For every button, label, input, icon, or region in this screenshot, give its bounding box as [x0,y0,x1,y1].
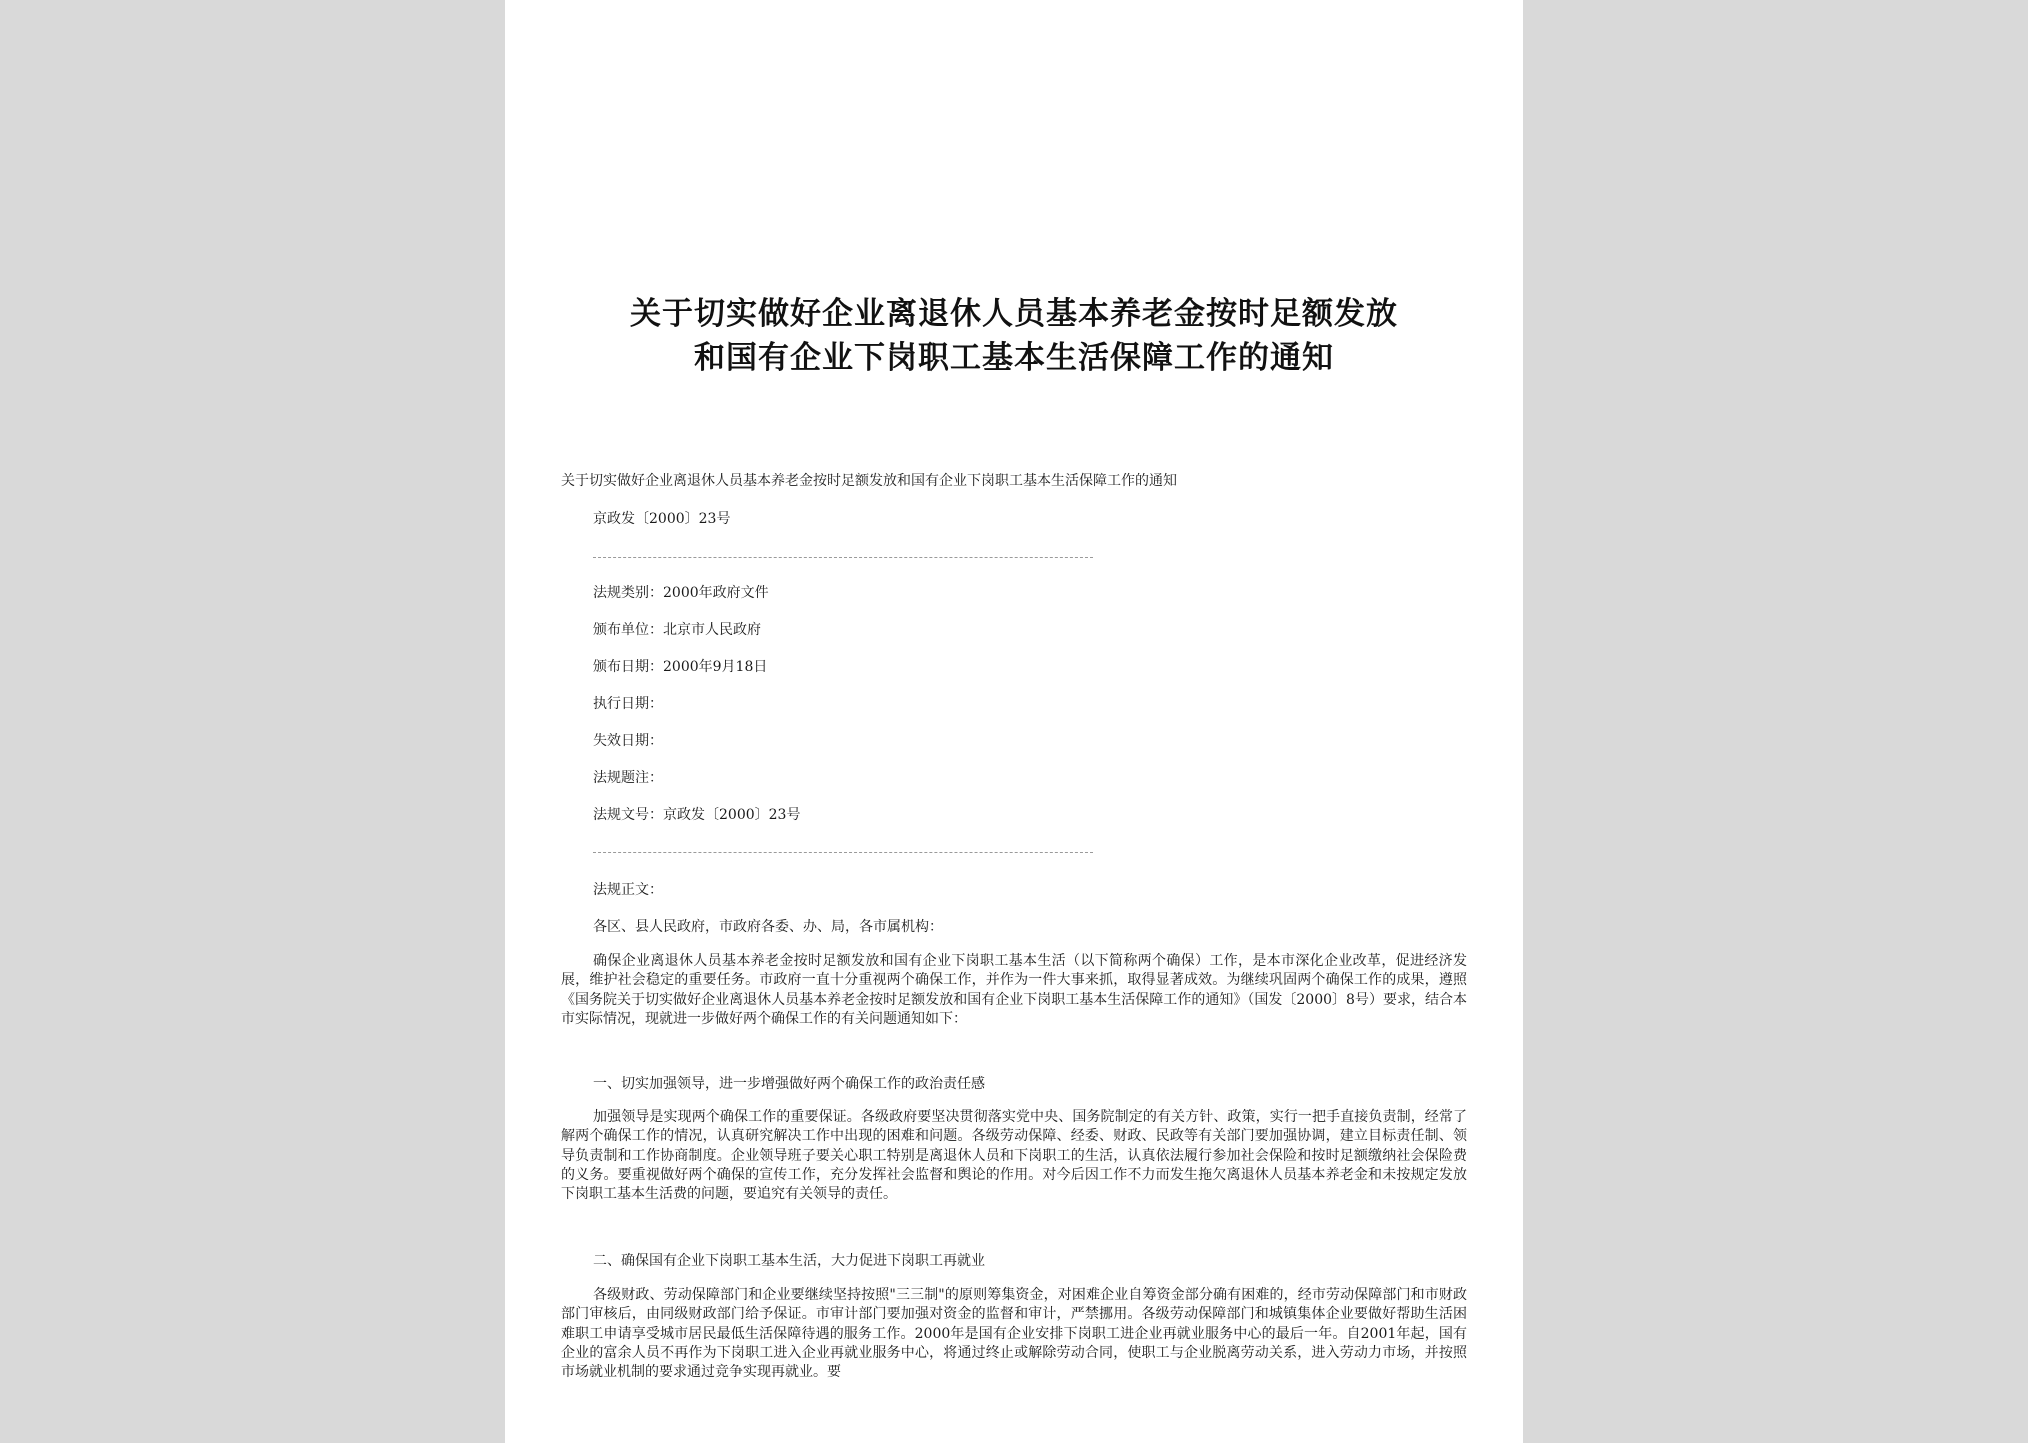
meta-label: 颁布日期： [593,659,663,675]
document-page [505,0,1523,1443]
body-label: 法规正文： [593,882,663,898]
paragraph-section-2: 各级财政、劳动保障部门和企业要继续坚持按照"三三制"的原则筹集资金，对困难企业自筹资金部分确有困难的，经市劳动保障部门和市财政部门审核后，由同级财政部门给予保证。市审计部门要加强对资金的监督和审计，严禁挪用。各级劳动保障部门和城镇集体企业要做好帮助生活困难职工申请享受城市居民最低生活保障待遇的服务工作。2000年是国有企业安排下岗职工进企业再就业服务中心的最后一年。自2001年起，国有企业的富余人员不再作为下岗职工进入企业再就业服务中心，将通过终止或解除劳动合同，使职工与企业脱离劳动关系，进入劳动力市场，并按照市场就业机制的要求通过竞争实现再就业。要 [561,1287,1467,1381]
meta-label: 执行日期： [593,696,663,712]
meta-label: 失效日期： [593,733,663,749]
paragraph-intro: 确保企业离退休人员基本养老金按时足额发放和国有企业下岗职工基本生活（以下简称两个确保）工作，是本市深化企业改革，促进经济发展，维护社会稳定的重要任务。市政府一直十分重视两个确保工作，并作为一件大事来抓，取得显著成效。为继续巩固两个确保工作的成果，遵照《国务院关于切实做好企业离退休人员基本养老金按时足额发放和国有企业下岗职工基本生活保障工作的通知》（国发〔2000〕8号）要求，结合本市实际情况，现就进一步做好两个确保工作的有关问题通知如下： [561,953,1467,1027]
meta-issue-date [593,656,767,676]
meta-category [593,582,769,602]
title-line-1: 关于切实做好企业离退休人员基本养老金按时足额发放 [630,296,1398,332]
meta-expiry-date [593,730,663,750]
meta-effective-date [593,693,663,713]
meta-value: 京政发〔2000〕23号 [663,807,801,823]
paragraph-section-1: 加强领导是实现两个确保工作的重要保证。各级政府要坚决贯彻落实党中央、国务院制定的有关方针、政策，实行一把手直接负责制，经常了解两个确保工作的情况，认真研究解决工作中出现的困难和问题。各级劳动保障、经委、财政、民政等有关部门要加强协调，建立目标责任制、领导负责制和工作协商制度。企业领导班子要关心职工特别是离退休人员和下岗职工的生活，认真依法履行参加社会保险和按时足额缴纳社会保险费的义务。要重视做好两个确保的宣传工作，充分发挥社会监督和舆论的作用。对今后因工作不力而发生拖欠离退休人员基本养老金和未按规定发放下岗职工基本生活费的问题，要追究有关领导的责任。 [561,1109,1467,1203]
meta-doc-number [593,804,800,824]
document-subtitle: 关于切实做好企业离退休人员基本养老金按时足额发放和国有企业下岗职工基本生活保障工作的通知 [561,473,1177,489]
meta-value: 北京市人民政府 [663,622,761,638]
divider-top [593,557,1093,558]
meta-label: 法规文号： [593,807,663,823]
title-line-2: 和国有企业下岗职工基本生活保障工作的通知 [694,340,1334,376]
section-heading-2: 二、确保国有企业下岗职工基本生活，大力促进下岗职工再就业 [593,1253,985,1269]
document-title [535,292,1493,380]
meta-label: 法规题注： [593,770,663,786]
meta-value: 2000年政府文件 [663,585,769,601]
meta-issuer [593,619,761,639]
meta-label: 法规类别： [593,585,663,601]
divider-bottom [593,852,1093,853]
salutation: 各区、县人民政府，市政府各委、办、局，各市属机构： [593,919,943,935]
document-number: 京政发〔2000〕23号 [593,511,731,527]
meta-note [593,767,663,787]
meta-value: 2000年9月18日 [663,659,768,675]
meta-label: 颁布单位： [593,622,663,638]
section-heading-1: 一、切实加强领导，进一步增强做好两个确保工作的政治责任感 [593,1076,985,1092]
